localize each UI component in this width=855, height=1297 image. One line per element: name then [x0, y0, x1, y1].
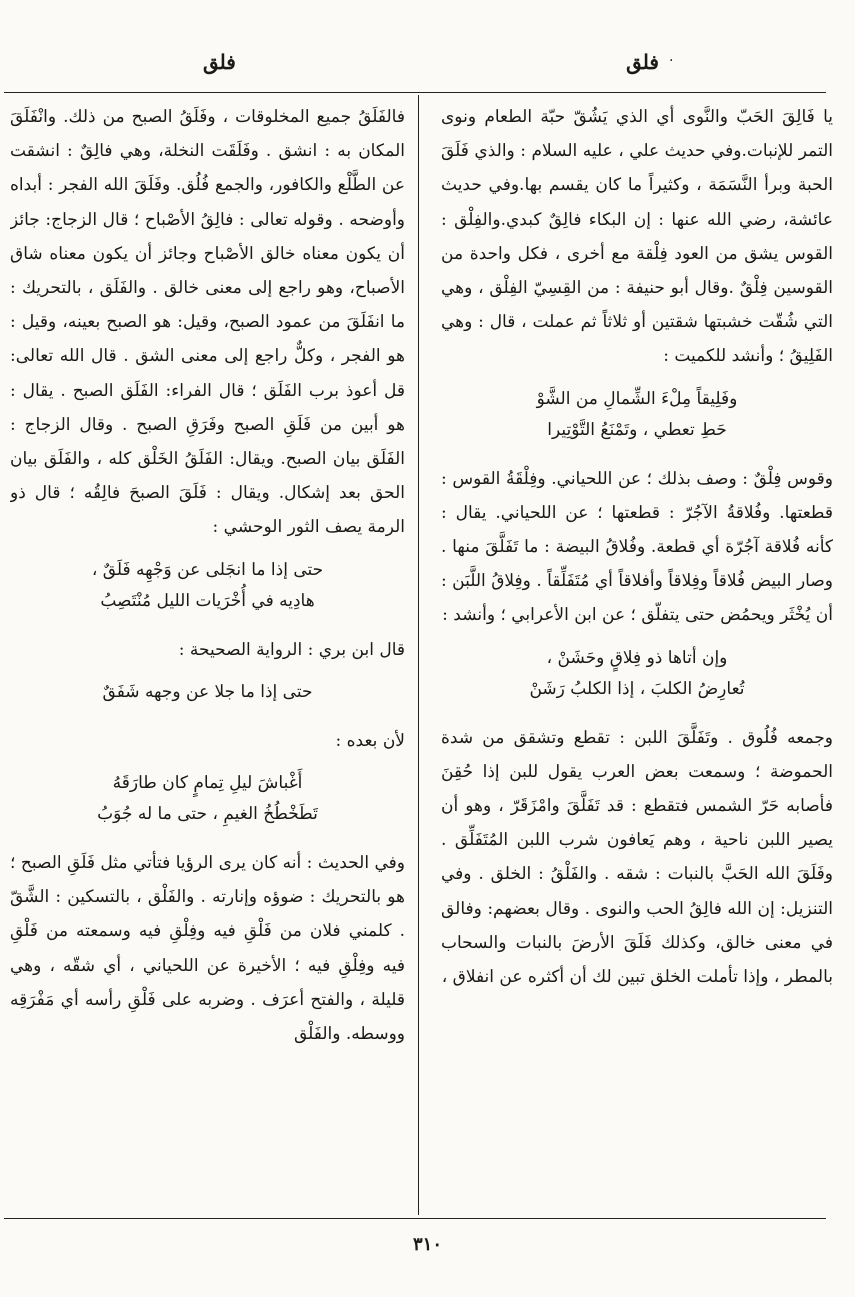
- verse-line: تَطَخْطُخُ الغيمِ ، حتى ما له جُوَبُ: [97, 804, 318, 825]
- right-paragraph-1: يا فَالِقَ الحَبّ والنَّوى أي الذي يَشُقّ حبّة الطعام ونوى التمر للإنبات.وفي حديث علي ، عليه السلام : والذي فَلَقَ الحبة وبرأ النَّسَمَة ، وكثيراً ما كان يقسم بها.وفي حديث عائشة، رضي الله عنها : إن البكاء فالِقٌ كبدي.والفِلْق : القوس يشق من العود فِلْقة مع أخرى ، فكل واحدة من القوسين فِلْقٌ .وقال أبو حنيفة : من القِسِيّ الفِلْق ، وهي التي شُقّت خشبتها شقتين أو ثلاثاً ثم عملت ، قال : وهي الفَلِيقُ ؛ وأنشد للكميت :: [441, 107, 833, 367]
- bottom-rule: [4, 1218, 826, 1219]
- verse-line: حتى إذا ما جلا عن وجهه شَفَقٌ: [102, 681, 313, 702]
- verse-line: تُعارِضُ الكلبَ ، إذا الكلبُ رَشَنْ: [529, 678, 745, 699]
- right-verse-2: [441, 643, 833, 705]
- right-column: [441, 100, 833, 1215]
- left-verse-1: [10, 555, 405, 617]
- left-paragraph-2: قال ابن بري : الرواية الصحيحة :: [178, 639, 405, 660]
- verse-line: هادِيه في أُخْرَيات الليل مُنْتَصِبُ: [100, 590, 315, 611]
- verse-line: حتى إذا ما انجَلى عن وَجْهِه فَلَقٌ ،: [91, 559, 324, 580]
- page-number: ٣١٠: [412, 1234, 442, 1255]
- verse-line: حَطِ تعطي ، وتَمْنَعُ التَّوْتِيرا: [547, 419, 727, 440]
- column-marker: ٠: [667, 52, 675, 68]
- right-paragraph-3: وجمعه فُلُوق . وتَفَلَّقَ اللبن : تقطع وتشقق من شدة الحموضة ؛ وسمعت بعض العرب يقول للبن إذا حُقِنَ فأصابه حَرّ الشمس فتقطع : قد تَفَلَّقَ وامْزَقَرّ ، وهو أن يصير اللبن ناحية ، وهم يَعافون شرب اللبن المُتَفَلِّق . وفَلَقَ الله الحَبَّ بالنبات : شقه . والفَلْقُ : الخلق . وفي التنزيل: إن الله فالِقُ الحب والنوى . وقال بعضهم: وفالق في معنى خالق، وكذلك فَلَقَ الأرضَ بالنبات والسحاب بالمطر ، وإذا تأملت الخلق تبين لك أن أكثره عن انفلاق ،: [441, 727, 833, 988]
- top-rule: [4, 92, 826, 93]
- left-paragraph-4: وفي الحديث : أنه كان يرى الرؤيا فتأتي مثل فَلَقِ الصبح ؛ هو بالتحريك : ضوؤه وإنارته . والفَلْق ، بالتسكين : الشَّقّ . كلمني فلان من فَلْقِ فيه وفِلْقِ فيه وسمعته من فَلْقِ فيه وفِلْقِ فيه ؛ الأخيرة عن اللحياني ، أي شقّه ، وهي قليلة ، والفتح أعرَف . وضربه على فَلْقِ رأسه أي مَفْرَقِه ووسطه. والفَلْق: [10, 853, 405, 1045]
- header-word-left: فلق: [203, 50, 236, 74]
- verse-line: وفَلِيقاً مِلْءَ الشِّمالِ من الشَّوْ: [536, 388, 738, 409]
- header-word-right: فلق: [626, 50, 659, 74]
- left-paragraph-1: فالفَلَقُ جميع المخلوقات ، وفَلَقُ الصبح من ذلك. وانْفَلَقَ المكان به : انشق . وفَلَقَت النخلة، وهي فالِقٌ : انشقت عن الطَّلْع والكافور، والجمع فُلُق. وفَلَقَ الله الفجر : أبداه وأوضحه . وقوله تعالى : فالِقُ الأصْباح ؛ قال الزجاج: جائز أن يكون معناه خالق الأصْباح وجائز أن يكون معناه شاق الأصباح، وهو راجع إلى معنى خالق . والفَلَق ، بالتحريك : ما انفَلَقَ من عمود الصبح، وقيل: هو الصبح بعينه، وقيل : هو الفجر ، وكلٌّ راجع إلى معنى الشق . قال الله تعالى: قل أعوذ برب الفَلَق ؛ قال الفراء: الفَلَق الصبح . يقال : هو أبين من فَلَقِ الصبح وفَرَقِ الصبح . وقال الزجاج : الفَلَق بيان الصبح. ويقال: الفَلَقُ الخَلْق كله ، والفَلَق بيان الحق بعد إشكال. ويقال : فَلَقَ الصبحَ فالِقُه ؛ قال ذو الرمة يصف الثور الوحشي :: [10, 107, 405, 538]
- right-paragraph-2: وقوس فِلْقٌ : وصف بذلك ؛ عن اللحياني. وفِلْقَةُ القوس : قطعتها. وفُلاقةُ الآجُرّ : قطعتها ؛ عن اللحياني. يقال : كأنه فُلاقة آجُرّة أي قطعة. وفُلاقُ البيضة : ما تَفَلَّقَ منها . وصار البيض فُلاقاً وفِلاقاً وأفلاقاً أي مُتَفَلِّقاً . وفِلاقُ اللَّبَن : أن يُخْثَر ويحمُض حتى يتفلّق ؛ عن ابن الأعرابي ؛ وأنشد :: [441, 468, 833, 626]
- verse-line: أَغْباشَ ليلِ تِمامٍ كان طارَقَهُ: [112, 773, 303, 794]
- left-verse-2: [10, 677, 405, 708]
- verse-line: وإن أتاها ذو فِلاقٍ وحَشَنْ ،: [546, 647, 728, 668]
- left-column: [10, 100, 405, 1215]
- left-verse-3: [10, 768, 405, 830]
- column-divider: [418, 95, 419, 1215]
- page-header: [0, 50, 855, 90]
- right-verse-1: [441, 384, 833, 446]
- left-paragraph-3: لأن بعده :: [335, 730, 405, 751]
